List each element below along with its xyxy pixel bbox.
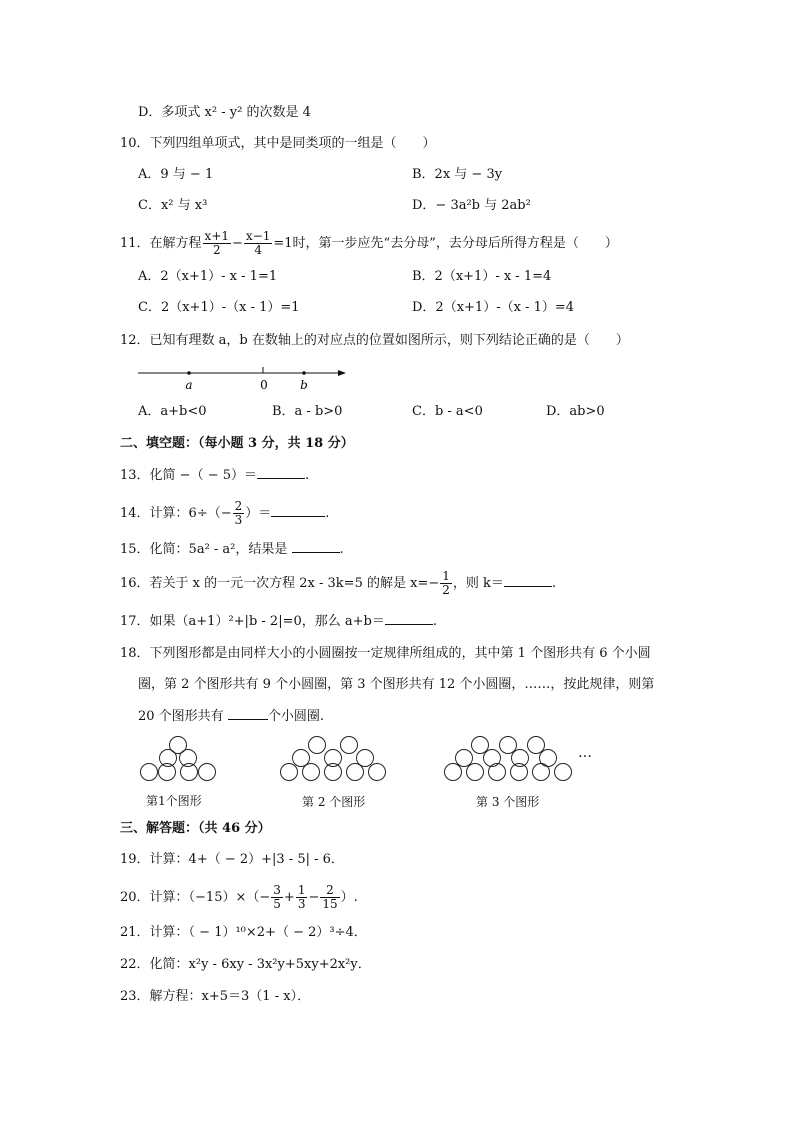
q12-stem: 12．已知有理数 a，b 在数轴上的对应点的位置如图所示，则下列结论正确的是（ ） [120,333,629,348]
q18-line-2: 圈，第 2 个图形共有 9 个小圆圈，第 3 个图形共有 12 个小圆圈，……，按此规律，则第 [138,677,655,692]
circle [293,750,310,767]
q20-fraction-2: $\frac{1}{3}$ [297,883,306,911]
circle [303,764,320,781]
q11-fraction-1: $\frac{x+1}{2}$ [204,229,230,257]
number-line-figure [136,362,350,392]
q10-option-c: C．x² 与 x³ [138,198,208,213]
q10-stem: 10．下列四组单项式，其中是同类项的一组是（ ） [120,136,436,151]
figure-1-circles [138,736,218,782]
point-a [187,371,191,375]
circle [341,737,358,754]
circle [309,737,326,754]
circle [141,764,158,781]
q12-option-b: B．a - b>0 [272,404,343,419]
circle [369,764,386,781]
q11-option-c: C．2（x+1）-（x - 1）=1 [138,300,300,315]
figure-2-circles [278,736,388,782]
q12-option-c: C．b - a<0 [412,404,483,419]
circle [281,764,298,781]
q12-option-a: A．a+b<0 [138,404,207,419]
q20-fraction-1: $\frac{3}{5}$ [273,883,281,911]
q20-fraction-3: $\frac{2}{15}$ [322,883,338,911]
q13: 13．化简 −（ − 5）＝ . [120,468,310,483]
q11-option-b: B．2（x+1）- x - 1=4 [412,269,552,284]
q14-fraction: $\frac{2}{3}$ [234,499,243,527]
circle [445,764,462,781]
q22: 22．化简：x²y - 6xy - 3x²y+5xy+2x²y． [120,957,371,972]
q15-answer-blank[interactable] [292,540,340,553]
q9-option-d: D．多项式 x² - y² 的次数是 4 [138,105,311,120]
circle [472,737,489,754]
q11-stem: 11．在解方程 $\frac{x+1}{2}$ − $\frac{x-1}{4}$ =1时，第一步应先“去分母”，去分母后所得方程是（ ） [120,229,618,257]
q18-answer-blank[interactable] [228,707,268,720]
figure-ellipsis: … [578,745,592,761]
circle [528,737,545,754]
q11-option-d: D．2（x+1）-（x - 1）=4 [412,300,575,315]
point-b [302,371,306,375]
q19: 19．计算：4+（ − 2）+|3 - 5| - 6． [120,852,344,867]
circle [489,764,506,781]
q12-option-d: D．ab>0 [546,404,605,419]
q14: 14．计算：6÷（− $\frac{2}{3}$ ）＝ . [120,499,330,527]
q10-option-d: D．− 3a²b 与 2ab² [412,198,531,213]
q15: 15．化简：5a² - a²，结果是 . [120,542,344,557]
circle [357,750,374,767]
number-line-arrow [338,370,346,376]
q10-option-a: A．9 与 − 1 [138,167,214,182]
q16-answer-blank[interactable] [504,574,552,587]
label-zero: 0 [260,378,268,392]
section-2-heading: 二、填空题：（每小题 3 分，共 18 分） [120,436,354,451]
q16-fraction: $\frac{1}{2}$ [442,569,450,597]
circle [467,764,484,781]
section-3-heading: 三、解答题：（共 46 分） [120,821,271,836]
q23: 23．解方程：x+5＝3（1 - x）． [120,989,311,1004]
circle [199,764,216,781]
circle [533,764,550,781]
q10-option-b: B．2x 与 − 3y [412,167,503,182]
circle [456,750,473,767]
q13-answer-blank[interactable] [257,466,305,479]
figure-2-caption: 第 2 个图形 [302,795,366,809]
label-a: a [185,378,193,392]
q20: 20．计算：（−15）×（− $\frac{3}{5}$ + $\frac{1}{3}$ − $\frac{2}{15}$ ）. [120,883,358,911]
figure-3-circles [442,736,577,782]
q18-line-1: 18．下列图形都是由同样大小的小圆圈按一定规律所组成的，其中第 1 个图形共有 6 个小圆 [120,646,651,661]
q16: 16．若关于 x 的一元一次方程 2x - 3k=5 的解是 x=− $\frac{1}{2}$ ，则 k＝ . [120,569,557,597]
q18-line-3: 20 个图形共有 个小圆圈. [138,709,324,724]
circle [500,737,517,754]
figure-3-caption: 第 3 个图形 [476,795,540,809]
q17: 17．如果（a+1）²+|b - 2|=0，那么 a+b＝ . [120,614,437,629]
q11-option-a: A．2（x+1）- x - 1=1 [138,269,278,284]
q14-answer-blank[interactable] [271,504,325,517]
circle [555,764,572,781]
q21: 21．计算：（ − 1）¹⁰×2+（ − 2）³÷4． [120,925,367,940]
q11-fraction-2: $\frac{x-1}{4}$ [245,229,271,257]
q17-answer-blank[interactable] [385,612,433,625]
circle [347,764,364,781]
label-b: b [300,378,308,392]
figure-1-caption: 第1个图形 [146,794,202,808]
